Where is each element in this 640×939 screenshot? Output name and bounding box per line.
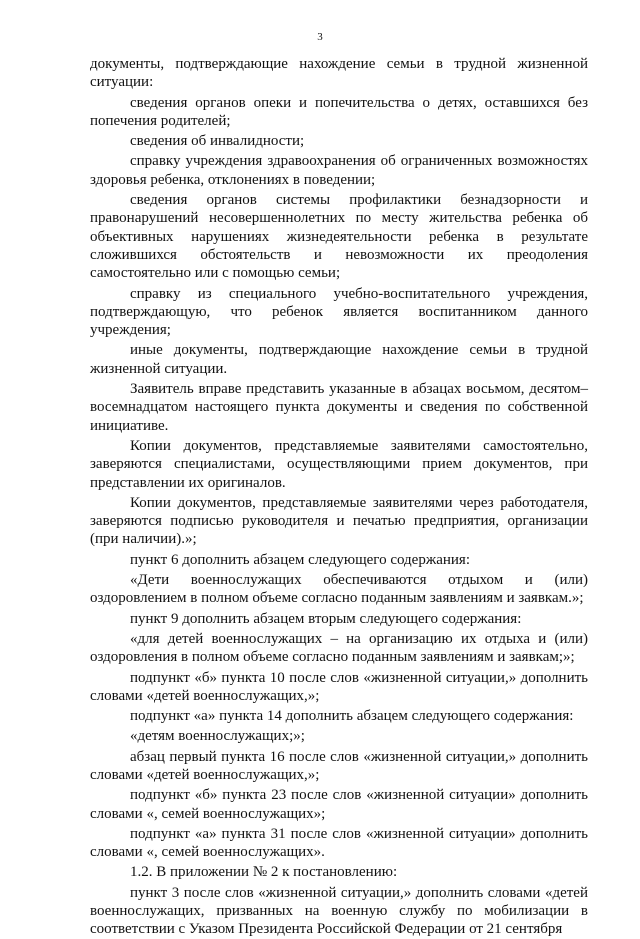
paragraph: пункт 3 после слов «жизненной ситуации,» дополнить словами «детей военнослужащих, призванных на военную службу по мобилизации в соответствии с Указом Президента Российской Федерации от 21 сентября: [90, 884, 588, 938]
paragraph: иные документы, подтверждающие нахождение семьи в трудной жизненной ситуации.: [90, 342, 588, 377]
paragraph: пункт 6 дополнить абзацем следующего содержания:: [130, 551, 470, 568]
paragraph: сведения органов системы профилактики безнадзорности и правонарушений несовершеннолетних по месту жительства ребенка об объективных нарушениях жизнедеятельности ребенка в результате сложившихся обстоятельств и невозможности их преодоления самостоятельно или с помощью семьи;: [90, 192, 588, 282]
paragraph: подпункт «б» пункта 10 после слов «жизненной ситуации,» дополнить словами «детей военнослужащих,»;: [90, 669, 588, 704]
paragraph: «Дети военнослужащих обеспечиваются отдыхом и (или) оздоровлением в полном объеме согласно поданным заявлениям и заявкам.»;: [90, 572, 588, 607]
paragraph: сведения органов опеки и попечительства о детях, оставшихся без попечения родителей;: [90, 94, 588, 129]
paragraph: Копии документов, представляемые заявителями через работодателя, заверяются подписью руководителя и печатью предприятия, организации (при наличии).»;: [90, 494, 588, 548]
paragraph: документы, подтверждающие нахождение семьи в трудной жизненной ситуации:: [90, 56, 588, 91]
paragraph: 1.2. В приложении № 2 к постановлению:: [130, 864, 398, 881]
paragraph: подпункт «б» пункта 23 после слов «жизненной ситуации» дополнить словами «, семей военнослужащих»;: [90, 787, 588, 822]
paragraph: абзац первый пункта 16 после слов «жизненной ситуации,» дополнить словами «детей военнослужащих,»;: [90, 748, 588, 783]
paragraph: справку учреждения здравоохранения об ограниченных возможностях здоровья ребенка, отклонениях в поведении;: [90, 153, 588, 188]
paragraph: подпункт «а» пункта 31 после слов «жизненной ситуации» дополнить словами «, семей военнослужащих».: [90, 825, 588, 861]
document-body: [90, 55, 588, 939]
paragraph: подпункт «а» пункта 14 дополнить абзацем следующего содержания:: [130, 708, 574, 725]
paragraph: «детям военнослужащих;»;: [130, 728, 305, 745]
paragraph: Копии документов, представляемые заявителями самостоятельно, заверяются специалистами, осуществляющими прием документов, при представлении их оригиналов.: [90, 437, 588, 491]
paragraph: Заявитель вправе представить указанные в абзацах восьмом, десятом–восемнадцатом настоящего пункта документы и сведения по собственной инициативе.: [90, 381, 588, 434]
paragraph: «для детей военнослужащих – на организацию их отдыха и (или) оздоровления в полном объеме согласно поданным заявлениям и заявкам;»;: [90, 630, 588, 666]
page-number: 3: [317, 31, 323, 43]
paragraph: справку из специального учебно-воспитательного учреждения, подтверждающую, что ребенок является воспитанником данного учреждения;: [90, 285, 588, 339]
paragraph: пункт 9 дополнить абзацем вторым следующего содержания:: [130, 610, 522, 627]
paragraph: сведения об инвалидности;: [130, 133, 305, 150]
